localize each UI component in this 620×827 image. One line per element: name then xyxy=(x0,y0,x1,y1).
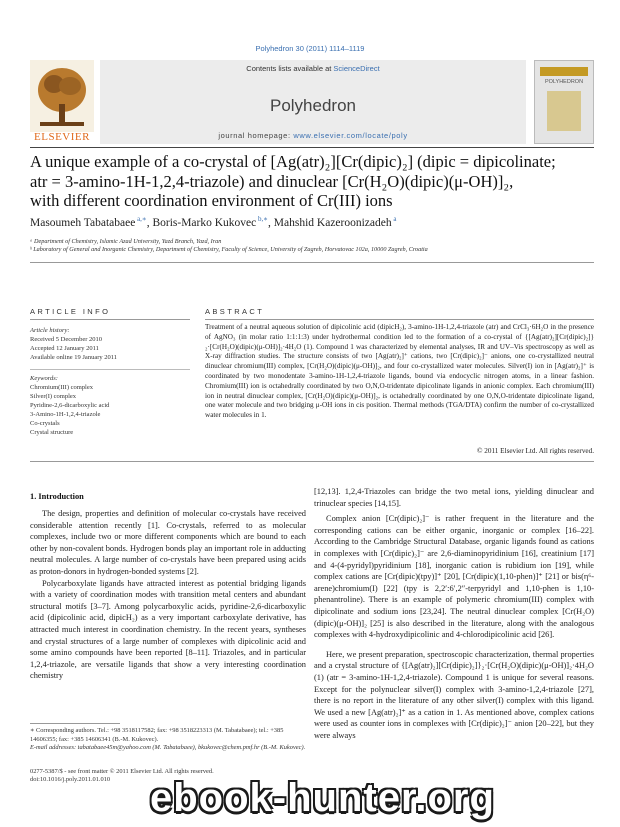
author-name[interactable]: Mahshid Kazeroonizadeh xyxy=(273,216,392,229)
journal-cover xyxy=(534,60,594,144)
paragraph: Here, we present preparation, spectroscopic characterization, thermal properties and a crystal structure of {[Ag(atr)₂][Cr(dipic)₂]}₂·[Cr(H₂O)(dipic)(μ-OH)]₂·4H₂O (1) (atr = 3-amino-1H-1,2,4-triazole). Compound 1 is unique for several reasons. Except for the polynuclear silver(I) complex with 3-amino-1,2,4-triazole [27], there is no report in the literature of any other silver(I) complex with this ligand. We used a new [Ag(atr)₂]⁺ as a cation in 1. As mentioned above, complex cations were used as counter ions in complexes with [Cr(dipic)₂]⁻ anion [20–22], but they were always xyxy=(314,649,594,740)
keyword: Crystal structure xyxy=(30,429,74,436)
cover-band xyxy=(540,67,588,76)
paragraph: The design, properties and definition of molecular co-crystals have received considerable attention recently [1]. Co-crystals, referred to as molecular complexes, include two or more different components which are bound to each other by non-covalent bonds. Hydrogen bonds play an important role in adducting neutral molecules. A large number of co-crystals have been prepared using acids as proton-donors in hydrogen-bonded systems [2]. xyxy=(30,509,306,576)
title-line: A unique example of a co-crystal of [Ag(atr)₂][Cr(dipic)₂] (dipic = dipicolinate; xyxy=(30,152,556,171)
keyword: Co-crystals xyxy=(30,420,60,427)
elsevier-tree-icon xyxy=(30,60,94,132)
footnote-rule xyxy=(30,723,120,724)
publisher-name: ELSEVIER xyxy=(34,131,90,143)
journal-title: Polyhedron xyxy=(269,96,356,115)
header-rule xyxy=(30,147,594,148)
keyword: Chromium(III) complex xyxy=(30,384,93,391)
keyword: Pyridine-2,6-dicarboxylic acid xyxy=(30,402,110,409)
keywords-label: Keywords: xyxy=(30,375,58,382)
journal-homepage xyxy=(100,131,526,140)
affiliation-b: ᵇ Laboratory of General and Inorganic Chemistry, Department of Chemistry, Faculty of Science, University of Zagreb, Horvatovac 102a, 10000 Zagreb, Croatia xyxy=(30,246,428,253)
author-mark[interactable]: a xyxy=(391,215,397,223)
abstract-rule xyxy=(205,319,594,320)
footnotes xyxy=(30,727,306,753)
contents-line xyxy=(100,64,526,73)
article-info xyxy=(30,326,190,437)
paragraph: Polycarboxylate ligands have attracted interest as potential bridging ligands with a variety of coordination modes with transition metal centers and abundant structural motifs [3–7]. Among polycarboxylic acids, pyridine-2,6-dicarboxylic acid (dipicolinic acid, dipicH₂) as a very important carboxylate derivative, has attracted much interest in coordination chemistry. In the recent years, syntheses and crystal structures of a large number of complexes with dipicolinic acid and some amino compounds have been reported [8–11]. Triazoles, and in particular 1,2,4-triazole, are versatile ligands that show a very interesting coordination chemistry xyxy=(30,578,306,681)
contents-prefix: Contents lists available at xyxy=(246,64,334,73)
abstract-text: Treatment of a neutral aqueous solution of dipicolinic acid (dipicH₂), 3-amino-1H-1,2,4-triazole (atr) and CrCl₃·6H₂O in the presence of AgNO₃ (in molar ratio 1:1:1:3) under hydrothermal condition led to the formation of a co-crystal of {[Ag(atr)₂][Cr(dipic)₂]}₂·[Cr(H₂O)(dipic)(μ-OH)]₂·4H₂O (1). Compound 1 was characterized by elemental analyses, IR and UV–Vis spectroscopy as well as X-ray diffraction studies. The structure consists of two [Ag(atr)₂]⁺ cations, two [Cr(dipic)₂]⁻ anions, one co-crystallized neutral dinuclear chromium(III) complex, [Cr(H₂O)(dipic)(μ-OH)]₂, and four co-crystallized water molecules. Silver(I) ion in [Ag(atr)₂]⁺ is coordinated by two monodentate 3-amino-1H-1,2,4-triazole ligands, bound via endocyclic nitrogen atoms, in a linear fashion. Chromium(III) ion is octahedrally coordinated by two O,N,O-tridentate dipicolinate ligands in anionic complex. Each chromium(III) ion in neutral dinuclear complex, [Cr(H₂O)(dipic)(μ-OH)]₂, is octahedrally coordinated by one O,N,O-tridentate dipicolinate ligand, one water molecule and two bridging μ-OH ions in cis position. Thermal methods (TGA/DTA) confirm the number of co-crystallized water molecules in 1. xyxy=(205,323,594,420)
abstract-copyright: © 2011 Elsevier Ltd. All rights reserved. xyxy=(477,447,594,455)
title-line: atr = 3-amino-1H-1,2,4-triazole) and dinuclear [Cr(H₂O)(dipic)(μ-OH)]₂, xyxy=(30,171,514,191)
left-column xyxy=(30,508,306,682)
doi-link[interactable]: doi:10.1016/j.poly.2011.01.010 xyxy=(30,776,111,784)
affiliation-a: ᵃ Department of Chemistry, Islamic Azad University, Yazd Branch, Yazd, Iran xyxy=(30,238,222,245)
journal-citation[interactable]: Polyhedron 30 (2011) 1114–1119 xyxy=(255,44,365,53)
paragraph: [12,13]. 1,2,4-Triazoles can bridge the two metal ions, yielding dinuclear and trinuclear species [14,15]. xyxy=(314,487,594,508)
cover-title: POLYHEDRON xyxy=(544,79,584,85)
info-divider xyxy=(30,369,190,370)
homepage-prefix: journal homepage: xyxy=(218,131,294,140)
history-item: Received 5 December 2010 xyxy=(30,336,103,343)
email-note[interactable]: E-mail addresses: tabatabaee45m@yahoo.com (M. Tabatabaee), bkukovec@chem.pmf.hr (B.-M. Kukovec). xyxy=(30,744,306,752)
keyword: Silver(I) complex xyxy=(30,393,77,400)
author-name[interactable]: Boris-Marko Kukovec xyxy=(152,216,257,229)
article-title xyxy=(30,152,594,211)
right-column xyxy=(314,486,594,741)
watermark: ebook-hunter.org xyxy=(150,776,495,820)
abstract-heading: ABSTRACT xyxy=(205,307,265,316)
affiliation-rule xyxy=(30,262,594,263)
abstract-bottom-rule xyxy=(30,461,594,462)
paragraph: Complex anion [Cr(dipic)₂]⁻ is rather frequent in the literature and the corresponding cations can be either organic, inorganic or complex [16–22]. According to the Cambridge Structural Database, organic ligands found as cations in complexes with [Cr(dipic)₂]⁻ are 2,6-diaminopyridinium [16], creatinium [17] and 4-(4-pyridyl)pyridinium [18], inorganic cation is rubidium ion [19], while complex cations are [Cr(dipic)(tpy)]⁺ [20], [Cr(dipic)(1,10-phen)]⁺ [21] or bis(η⁶-arene)chromium(I) [22] (tpy is 2,2′:6′,2″-terpyridyl and 1,10-phen is 1,10-phenantroline). There is an example of polymeric chromium(III) complex with dipicolinate and sodium ions [23,24]. The neutral dinuclear complex [Cr(H₂O)(dipic)(μ-OH)]₂ [25] is also described in the literature, along with the analogous complexes with 4-hydroxydipicolinic and 4-chlorodipicolinic acid [26]. xyxy=(314,514,594,640)
homepage-link[interactable]: www.elsevier.com/locate/poly xyxy=(293,131,408,140)
section-heading: 1. Introduction xyxy=(30,492,84,501)
history-label: Article history: xyxy=(30,327,70,334)
sciencedirect-link[interactable]: ScienceDirect xyxy=(333,64,380,73)
issn-line: 0277-5387/$ - see front matter © 2011 Elsevier Ltd. All rights reserved. xyxy=(30,768,214,775)
author-mark[interactable]: b,∗ xyxy=(256,215,269,223)
author-name[interactable]: Masoumeh Tabatabaee xyxy=(30,216,136,229)
history-item: Available online 19 January 2011 xyxy=(30,354,118,361)
article-info-heading: ARTICLE INFO xyxy=(30,307,111,316)
author-mark[interactable]: a,∗ xyxy=(135,215,147,223)
keyword: 3-Amino-1H-1,2,4-triazole xyxy=(30,411,101,418)
history-item: Accepted 12 January 2011 xyxy=(30,345,99,352)
cover-image xyxy=(547,91,581,131)
info-rule xyxy=(30,319,190,320)
corresponding-author-note: ∗ Corresponding authors. Tel.: +98 3518117582; fax: +98 3518223313 (M. Tabatabaee); tel.: +385 14606355; fax: +385 14606341 (B.-M. Kukovec). xyxy=(30,727,284,743)
author-list: Masoumeh Tabatabaee $^{a,∗}$, Boris-Marko Kukovec $^{b,∗}$, Mahshid Kazeroonizadeh $^a$ xyxy=(30,215,397,229)
title-line: with different coordination environment of Cr(III) ions xyxy=(30,191,393,210)
